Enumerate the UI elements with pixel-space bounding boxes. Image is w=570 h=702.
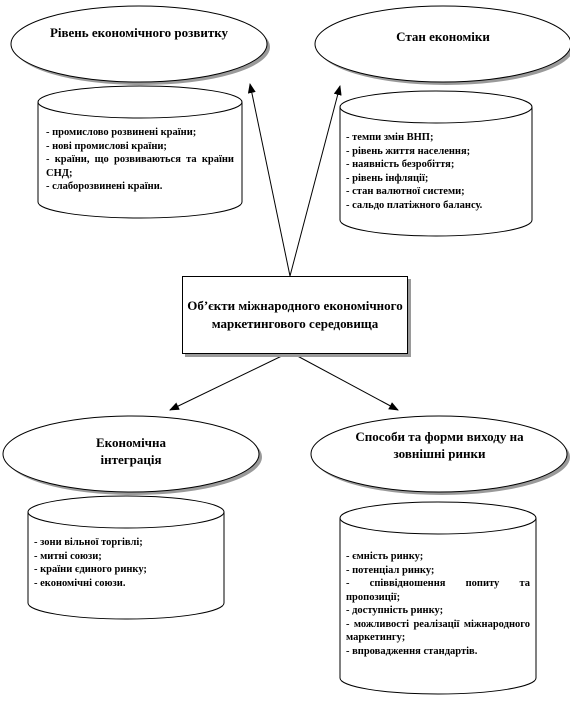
center-box	[182, 276, 408, 354]
list-item: - темпи змін ВНП;	[346, 132, 434, 143]
list-item: - доступність ринку;	[346, 605, 444, 616]
list-economic-integration	[34, 536, 218, 590]
list-item: - потенціал ринку;	[346, 564, 435, 576]
title-market-entry: Способи та форми виходу на зовнішні ринки	[355, 429, 524, 461]
ellipse-top-left	[11, 6, 267, 82]
list-item: - можливості реалізації міжнародного маркетингу;	[346, 618, 530, 643]
list-item: - митні союзи;	[34, 550, 102, 562]
list-item: - країни, що розвиваються та країни СНД;	[46, 154, 234, 179]
list-item: - нові промислові країни;	[46, 140, 167, 152]
center-title: Об’єкти міжнародного економічного маркетингового середовища	[187, 298, 403, 331]
list-economic-development	[46, 126, 234, 194]
title-economic-integration: Економічна інтеграція	[95, 435, 167, 467]
list-item: - зони вільної торгівлі;	[34, 537, 143, 548]
list-item: - рівень життя населення;	[346, 145, 471, 157]
arrow-to-bottom-right	[290, 352, 398, 410]
arrow-to-bottom-left	[170, 352, 290, 410]
list-item: - рівень інфляції;	[346, 172, 429, 184]
title-economic-development: Рівень економічного розвитку	[49, 25, 229, 40]
list-market-entry	[346, 550, 530, 658]
list-item: - сальдо платіжного балансу.	[346, 199, 483, 211]
list-item: - слаборозвинені країни.	[46, 181, 163, 192]
list-item: - наявність безробіття;	[346, 159, 455, 170]
arrow-to-top-right	[290, 86, 340, 276]
list-economy-state	[346, 131, 526, 212]
list-item: - впровадження стандартів.	[346, 645, 478, 657]
list-item: - економічні союзи.	[34, 577, 126, 589]
list-item: - стан валютної системи;	[346, 186, 465, 197]
list-item: - ємність ринку;	[346, 551, 424, 562]
title-economy-state: Стан економіки	[396, 29, 490, 44]
list-item: - країни єдиного ринку;	[34, 564, 147, 575]
list-item: - промислово розвинені країни;	[46, 127, 197, 138]
arrow-to-top-left	[250, 84, 290, 276]
list-item: - співвідношення попиту та пропозиції;	[346, 578, 530, 603]
